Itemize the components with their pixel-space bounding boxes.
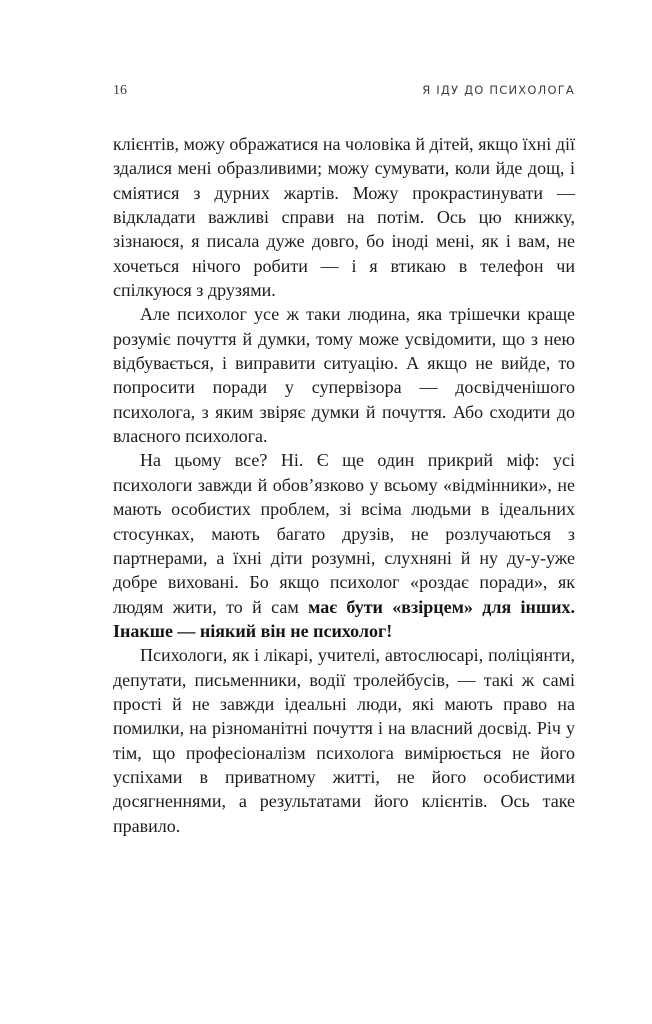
paragraph-text: Але психолог усе ж таки людина, яка трішечки краще розуміє почуття й думки, тому може усвідомити, що з нею відбувається, і виправити ситуацію. А якщо не вийде, то попросити поради у супервізора — досвідченішого психолога, з яким звіряє думки й почуття. Або сходити до власного психолога. (113, 304, 575, 447)
paragraph (113, 643, 575, 838)
paragraph-text: Психологи, як і лікарі, учителі, автослюсарі, поліціянти, депутати, письменники, водії тролейбусів, — такі ж самі прості й не завжди ідеальні люди, які мають право на помилки, на різноманітні почуття і на власний досвід. Річ у тім, що професіоналізм психолога вимірюється не його успіхами в приватному житті, не його особистими досягненнями, а результатами його клієнтів. Ось таке правило. (113, 645, 575, 836)
emphasis-text: має бути «взірцем» для інших. Інакше — ніякий він не психолог! (113, 596, 575, 641)
paragraph (113, 132, 575, 302)
running-head: Я ІДУ ДО ПСИХОЛОГА (422, 83, 575, 97)
paragraph (113, 302, 575, 448)
paragraph (113, 448, 575, 643)
page-number: 16 (113, 83, 127, 98)
page-body (113, 132, 575, 838)
paragraph-text: На цьому все? Ні. Є ще один прикрий міф: усі психологи завжди й обов’язково у всьому «відмінники», не мають особистих проблем, зі всіма людьми в ідеальних стосунках, мають багато друзів, не розлучаються з партнерами, а їхні діти розумні, слухняні й ну ду-у-уже добре виховані. Бо якщо психолог «роздає поради», як людям жити, то й сам (113, 450, 575, 617)
page-header (113, 83, 575, 99)
paragraph-text: клієнтів, можу ображатися на чоловіка й дітей, якщо їхні дії здалися мені образливими; можу сумувати, коли йде дощ, і сміятися з дурних жартів. Можу прокрастинувати — відкладати важливі справи на потім. Ось цю книжку, зізнаюся, я писала дуже довго, бо іноді мені, як і вам, не хочеться нічого робити — і я втикаю в телефон чи спілкуюся з друзями. (113, 134, 575, 301)
